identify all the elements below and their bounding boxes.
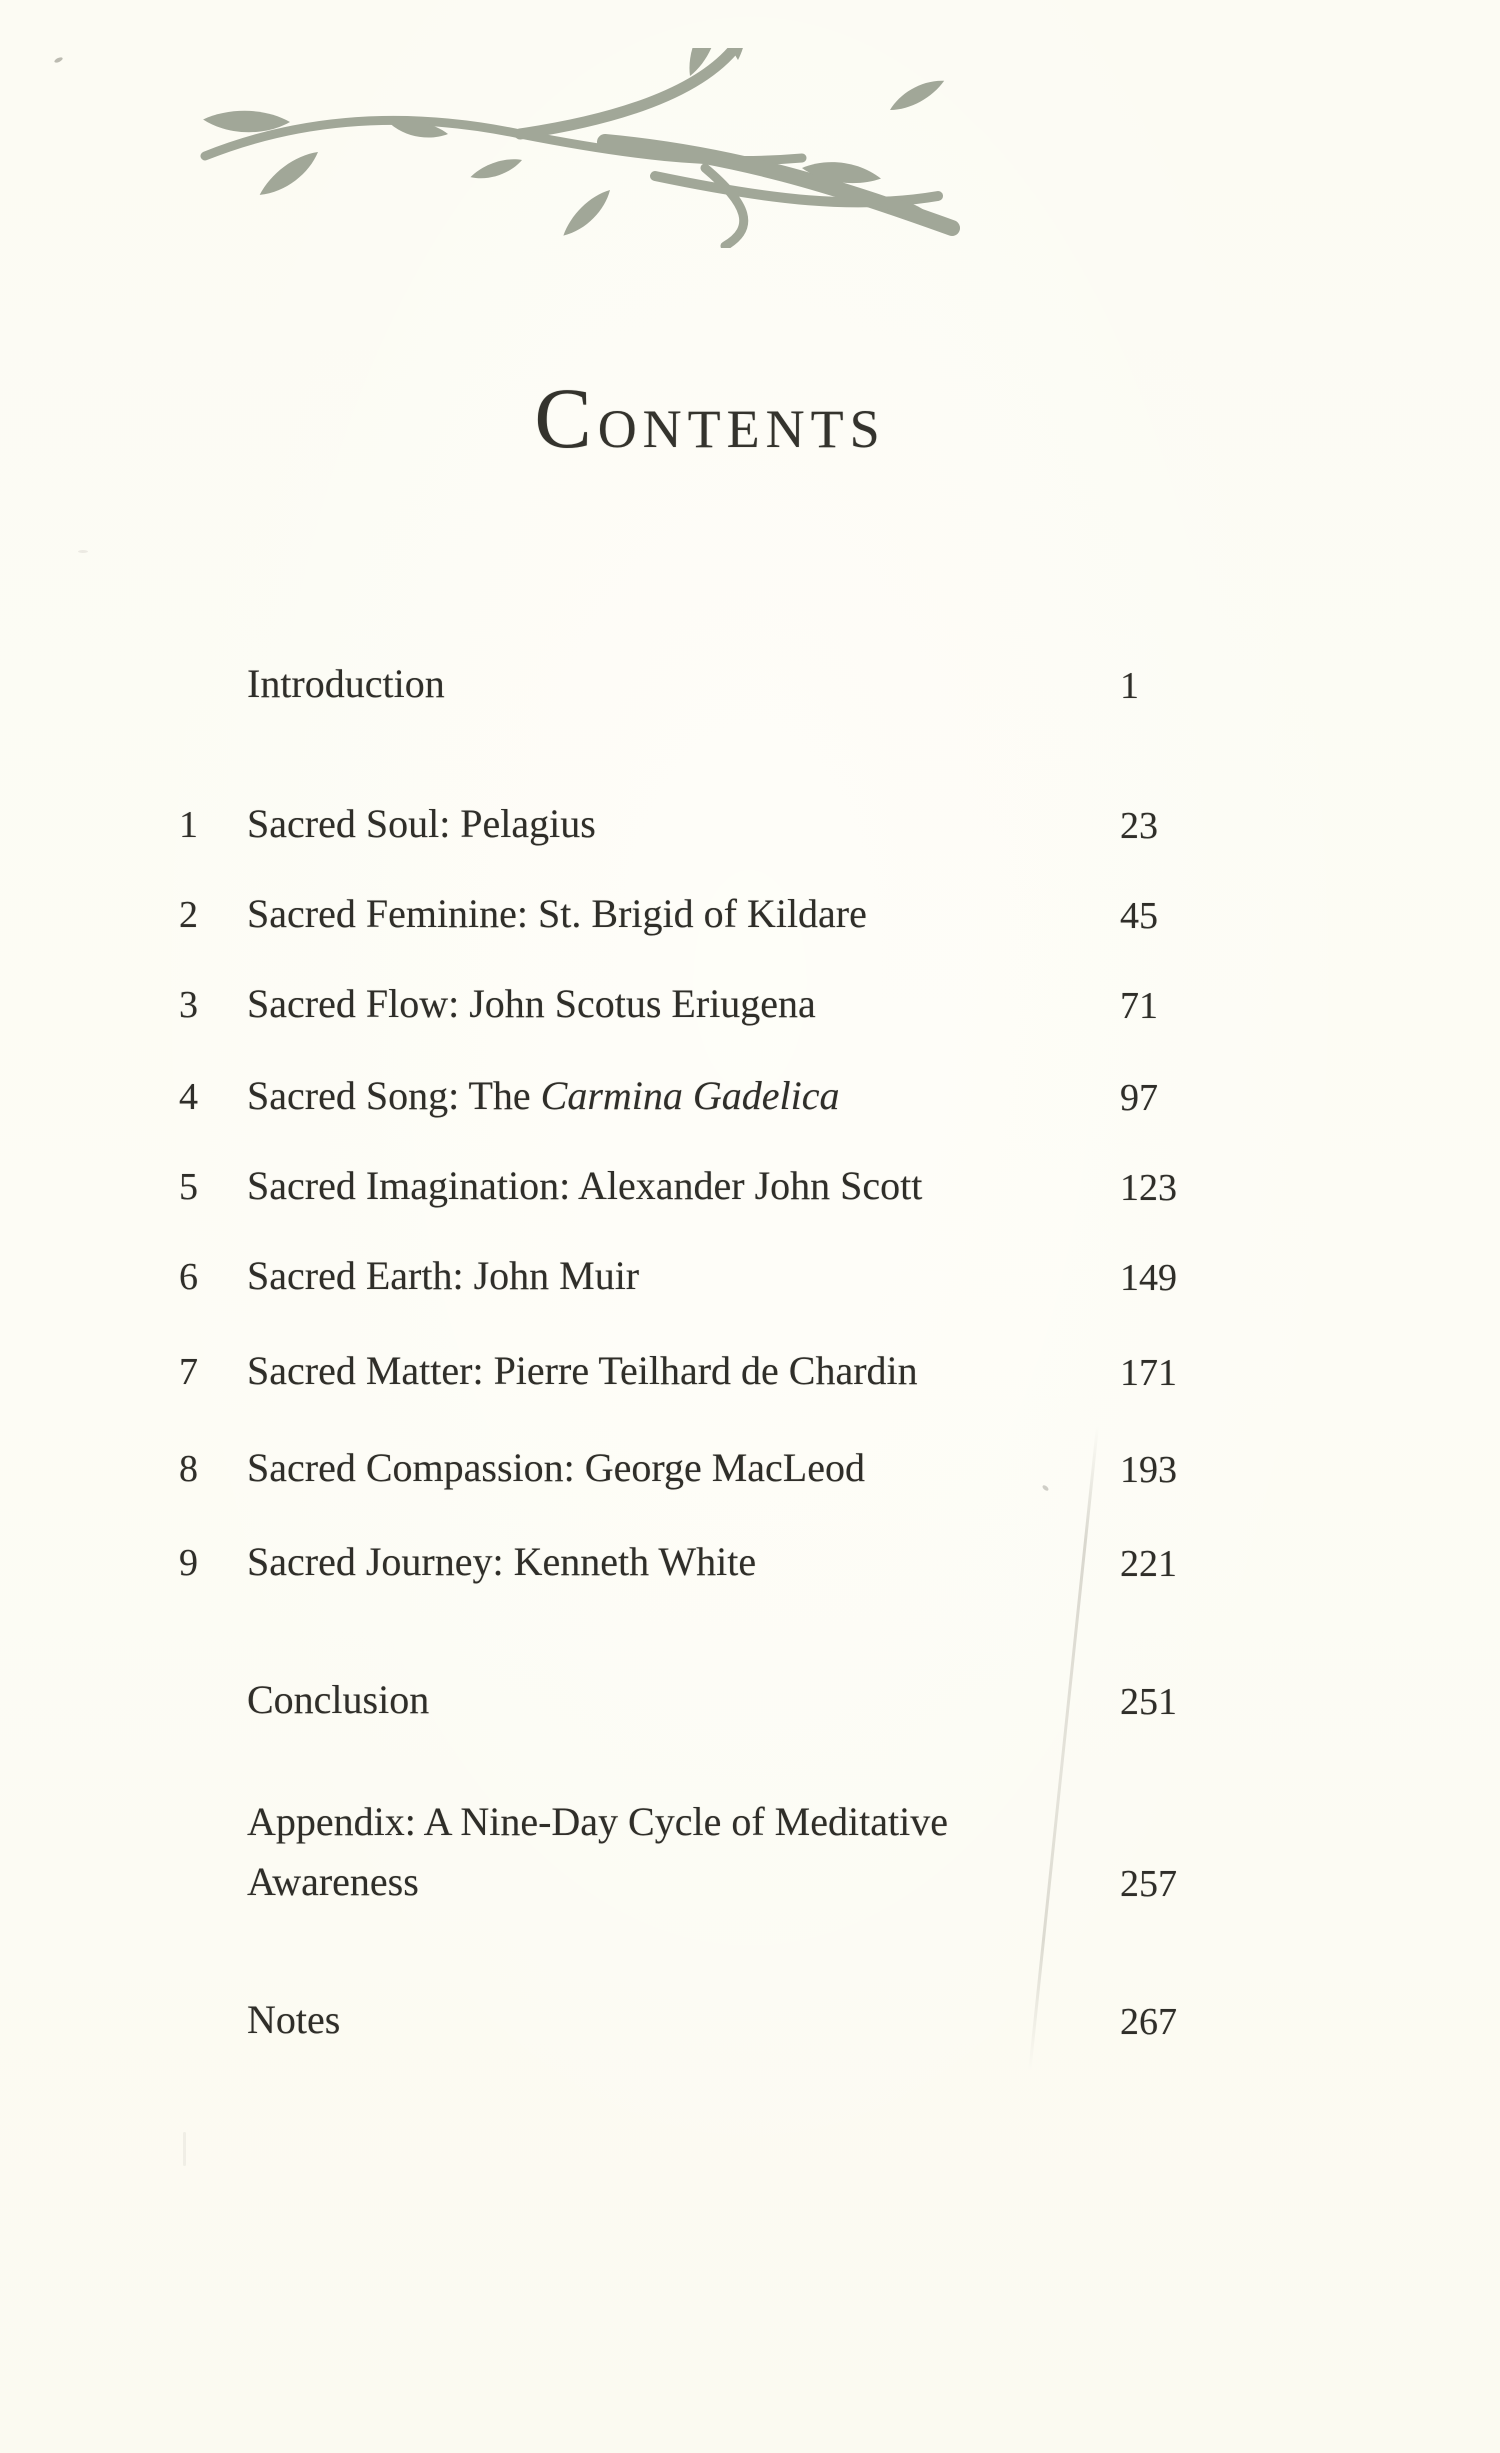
chapter-number: 4 xyxy=(179,1076,198,1118)
chapter-number: 6 xyxy=(179,1256,198,1298)
page-number: 149 xyxy=(1120,1257,1177,1299)
chapter-number: 8 xyxy=(179,1448,198,1490)
chapter-title: Sacred Soul: Pelagius xyxy=(247,801,596,846)
section-label: Introduction xyxy=(247,661,445,706)
section-label: Conclusion xyxy=(247,1677,430,1722)
toc-row-chapter-1 xyxy=(0,800,1500,864)
section-label: Appendix: A Nine-Day Cycle of Meditative xyxy=(247,1799,948,1844)
chapter-title: Sacred Journey: Kenneth White xyxy=(247,1539,757,1584)
chapter-number: 5 xyxy=(179,1166,198,1208)
chapter-title-text: Sacred Song: The xyxy=(247,1073,541,1118)
page-number: 251 xyxy=(1120,1681,1177,1723)
chapter-title: Sacred Flow: John Scotus Eriugena xyxy=(247,981,816,1026)
page-number: 45 xyxy=(1120,895,1158,937)
toc-row-chapter-2 xyxy=(0,890,1500,954)
scan-crease xyxy=(1028,1426,1099,2071)
page-number: 71 xyxy=(1120,985,1158,1027)
toc-row-appendix-line1 xyxy=(0,1798,1500,1862)
page-number: 221 xyxy=(1120,1543,1177,1585)
toc-row-chapter-6 xyxy=(0,1252,1500,1316)
chapter-number: 2 xyxy=(179,894,198,936)
chapter-title: Sacred Feminine: St. Brigid of Kildare xyxy=(247,891,867,936)
page-number: 193 xyxy=(1120,1449,1177,1491)
toc-row-conclusion xyxy=(0,1676,1500,1740)
toc-row-chapter-9 xyxy=(0,1538,1500,1602)
chapter-title: Sacred Imagination: Alexander John Scott xyxy=(247,1163,923,1208)
toc-row-chapter-7 xyxy=(0,1347,1500,1411)
page-number: 267 xyxy=(1120,2001,1177,2043)
page-number: 1 xyxy=(1120,665,1139,707)
scan-speck xyxy=(54,56,64,63)
page-number: 23 xyxy=(1120,805,1158,847)
section-label: Awareness xyxy=(247,1859,419,1904)
vine-flourish-ornament xyxy=(190,48,970,248)
chapter-title: Sacred Earth: John Muir xyxy=(247,1253,640,1298)
chapter-title: Sacred Matter: Pierre Teilhard de Chardin xyxy=(247,1348,918,1393)
chapter-number: 7 xyxy=(179,1351,198,1393)
chapter-title-italic: Carmina Gadelica xyxy=(540,1073,840,1118)
chapter-number: 1 xyxy=(179,804,198,846)
chapter-number: 3 xyxy=(179,984,198,1026)
chapter-number: 9 xyxy=(179,1542,198,1584)
toc-row-chapter-5 xyxy=(0,1162,1500,1226)
scan-speck xyxy=(78,550,88,553)
toc-row-notes xyxy=(0,1996,1500,2060)
page-number: 171 xyxy=(1120,1352,1177,1394)
page-number: 123 xyxy=(1120,1167,1177,1209)
page-title: CONTENTS xyxy=(534,370,886,466)
toc-row-chapter-3 xyxy=(0,980,1500,1044)
toc-row-introduction xyxy=(0,660,1500,724)
page-number: 97 xyxy=(1120,1077,1158,1119)
toc-row-chapter-8 xyxy=(0,1444,1500,1508)
chapter-title: Sacred Compassion: George MacLeod xyxy=(247,1445,865,1490)
page-number: 257 xyxy=(1120,1863,1177,1905)
chapter-title xyxy=(247,1072,840,1119)
section-label: Notes xyxy=(247,1997,341,2042)
toc-row-appendix-line2 xyxy=(0,1858,1500,1922)
scan-speck xyxy=(183,2132,186,2166)
toc-row-chapter-4 xyxy=(0,1072,1500,1136)
